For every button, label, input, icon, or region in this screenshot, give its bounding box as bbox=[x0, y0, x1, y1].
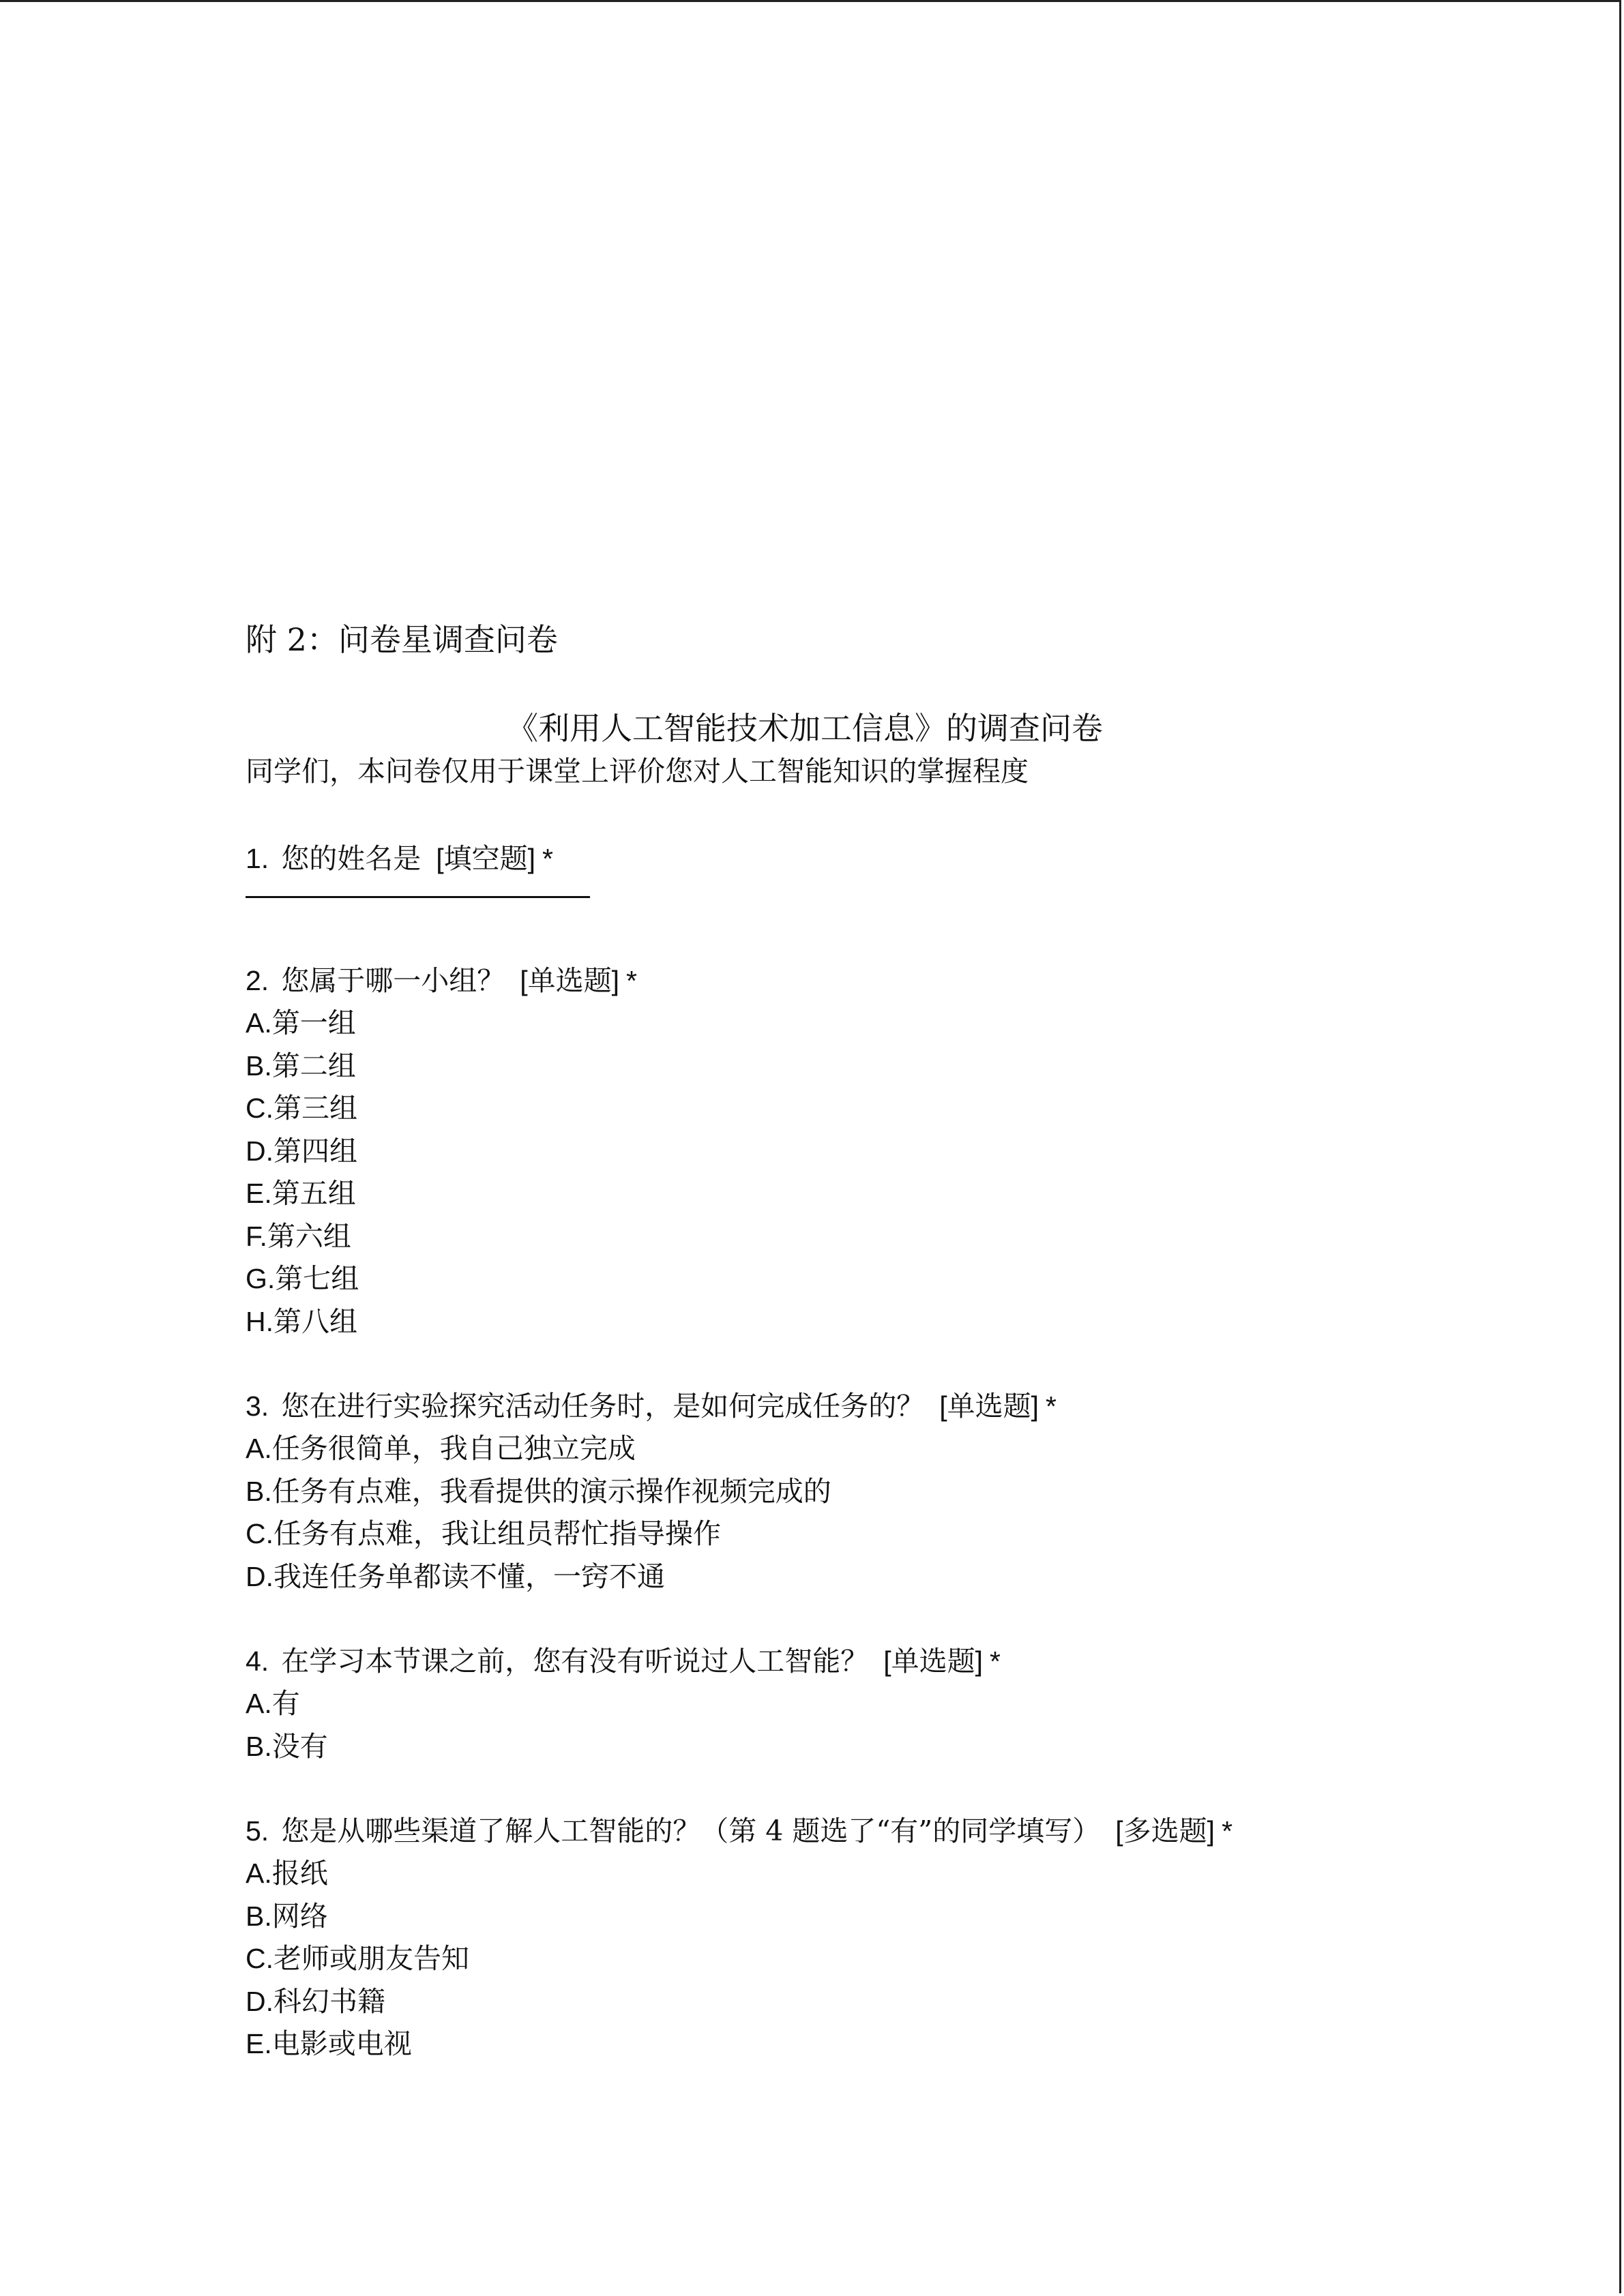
option-letter: C. bbox=[246, 1092, 274, 1124]
option-letter: A. bbox=[246, 1433, 272, 1464]
option-letter: A. bbox=[246, 1007, 272, 1039]
option-text: 科幻书籍 bbox=[274, 1984, 385, 2018]
appendix-title: 附 2：问卷星调查问卷 bbox=[246, 621, 558, 658]
option-item[interactable] bbox=[246, 1172, 1541, 1215]
option-text: 第五组 bbox=[271, 1177, 356, 1210]
option-item[interactable] bbox=[246, 1555, 1541, 1598]
question-text: 您是从哪些渠道了解人工智能的？（第 4 题选了“有”的同学填写） bbox=[281, 1815, 1101, 1847]
question-type-tag: [单选题] bbox=[520, 965, 619, 996]
question-number: 5. bbox=[246, 1815, 269, 1847]
option-letter: B. bbox=[246, 1475, 272, 1507]
required-marker: * bbox=[542, 843, 553, 874]
option-letter: A. bbox=[246, 1688, 272, 1719]
question-5 bbox=[246, 1810, 1541, 2066]
option-text: 第二组 bbox=[271, 1049, 356, 1082]
option-letter: H. bbox=[246, 1305, 274, 1337]
option-letter: B. bbox=[246, 1049, 272, 1082]
option-text: 第八组 bbox=[274, 1304, 357, 1338]
question-text: 您在进行实验探究活动任务时，是如何完成任务的？ bbox=[281, 1390, 925, 1422]
option-item[interactable] bbox=[246, 1512, 1541, 1555]
option-text: 第一组 bbox=[271, 1007, 356, 1039]
question-4 bbox=[246, 1640, 1541, 1768]
question-type-tag: [多选题] bbox=[1115, 1815, 1215, 1847]
option-text: 老师或朋友告知 bbox=[274, 1942, 469, 1975]
option-text: 电影或电视 bbox=[271, 2027, 412, 2060]
required-marker: * bbox=[990, 1645, 1001, 1677]
question-list bbox=[246, 837, 1541, 2108]
option-item[interactable] bbox=[246, 1895, 1541, 1938]
survey-title: 《利用人工智能技术加工信息》的调查问卷 bbox=[507, 710, 1103, 747]
option-item[interactable] bbox=[246, 1682, 1541, 1725]
fill-in-blank-line[interactable] bbox=[246, 896, 590, 898]
option-text: 报纸 bbox=[271, 1857, 328, 1890]
option-text: 我连任务单都读不懂，一窍不通 bbox=[274, 1560, 665, 1593]
option-letter: D. bbox=[246, 1560, 274, 1592]
question-stem bbox=[246, 837, 1541, 880]
option-text: 第四组 bbox=[274, 1134, 357, 1167]
question-stem bbox=[246, 1385, 1541, 1427]
option-item[interactable] bbox=[246, 1300, 1541, 1343]
option-item[interactable] bbox=[246, 1215, 1541, 1258]
option-item[interactable] bbox=[246, 1852, 1541, 1895]
option-item[interactable] bbox=[246, 1045, 1541, 1088]
option-item[interactable] bbox=[246, 1002, 1541, 1045]
option-list bbox=[246, 1427, 1541, 1598]
question-number: 4. bbox=[246, 1645, 269, 1677]
option-letter: G. bbox=[246, 1263, 276, 1294]
option-item[interactable] bbox=[246, 1725, 1541, 1768]
question-text: 您的姓名是 bbox=[281, 842, 422, 875]
question-1 bbox=[246, 837, 1541, 898]
option-letter: B. bbox=[246, 1900, 272, 1932]
question-3 bbox=[246, 1385, 1541, 1598]
option-letter: E. bbox=[246, 1178, 272, 1209]
option-letter: D. bbox=[246, 1135, 274, 1167]
option-item[interactable] bbox=[246, 1087, 1541, 1130]
question-number: 3. bbox=[246, 1390, 269, 1422]
question-type-tag: [单选题] bbox=[939, 1390, 1039, 1422]
option-text: 任务有点难，我让组员帮忙指导操作 bbox=[274, 1517, 721, 1550]
option-item[interactable] bbox=[246, 1427, 1541, 1470]
question-text: 您属于哪一小组？ bbox=[281, 964, 505, 997]
option-text: 第七组 bbox=[275, 1262, 359, 1295]
option-list bbox=[246, 1682, 1541, 1768]
option-text: 第三组 bbox=[274, 1092, 357, 1124]
option-letter: A. bbox=[246, 1858, 272, 1889]
question-stem bbox=[246, 1810, 1541, 1852]
question-stem bbox=[246, 1640, 1541, 1682]
option-text: 第六组 bbox=[267, 1219, 351, 1253]
option-item[interactable] bbox=[246, 2023, 1541, 2066]
option-list bbox=[246, 1852, 1541, 2066]
option-letter: D. bbox=[246, 1985, 274, 2017]
option-item[interactable] bbox=[246, 1470, 1541, 1513]
option-letter: C. bbox=[246, 1943, 274, 1974]
option-letter: E. bbox=[246, 2028, 272, 2059]
option-text: 任务有点难，我看提供的演示操作视频完成的 bbox=[271, 1474, 831, 1508]
required-marker: * bbox=[1222, 1815, 1233, 1847]
option-item[interactable] bbox=[246, 1937, 1541, 1980]
option-letter: B. bbox=[246, 1730, 272, 1762]
required-marker: * bbox=[626, 965, 637, 996]
question-stem bbox=[246, 959, 1541, 1002]
option-letter: C. bbox=[246, 1518, 274, 1549]
option-text: 没有 bbox=[271, 1729, 328, 1763]
option-item[interactable] bbox=[246, 1130, 1541, 1173]
option-letter: F. bbox=[246, 1220, 267, 1252]
question-number: 2. bbox=[246, 965, 269, 996]
question-number: 1. bbox=[246, 843, 269, 874]
option-item[interactable] bbox=[246, 1980, 1541, 2023]
question-text: 在学习本节课之前，您有没有听说过人工智能？ bbox=[281, 1645, 869, 1678]
survey-intro: 同学们，本问卷仅用于课堂上评价您对人工智能知识的掌握程度 bbox=[246, 755, 1029, 788]
option-item[interactable] bbox=[246, 1257, 1541, 1300]
question-2 bbox=[246, 959, 1541, 1343]
option-text: 有 bbox=[271, 1687, 300, 1720]
option-text: 网络 bbox=[271, 1899, 328, 1933]
question-type-tag: [填空题] bbox=[436, 843, 535, 874]
option-list bbox=[246, 1002, 1541, 1343]
option-text: 任务很简单，我自己独立完成 bbox=[271, 1432, 636, 1465]
required-marker: * bbox=[1046, 1390, 1057, 1422]
question-type-tag: [单选题] bbox=[883, 1645, 983, 1677]
